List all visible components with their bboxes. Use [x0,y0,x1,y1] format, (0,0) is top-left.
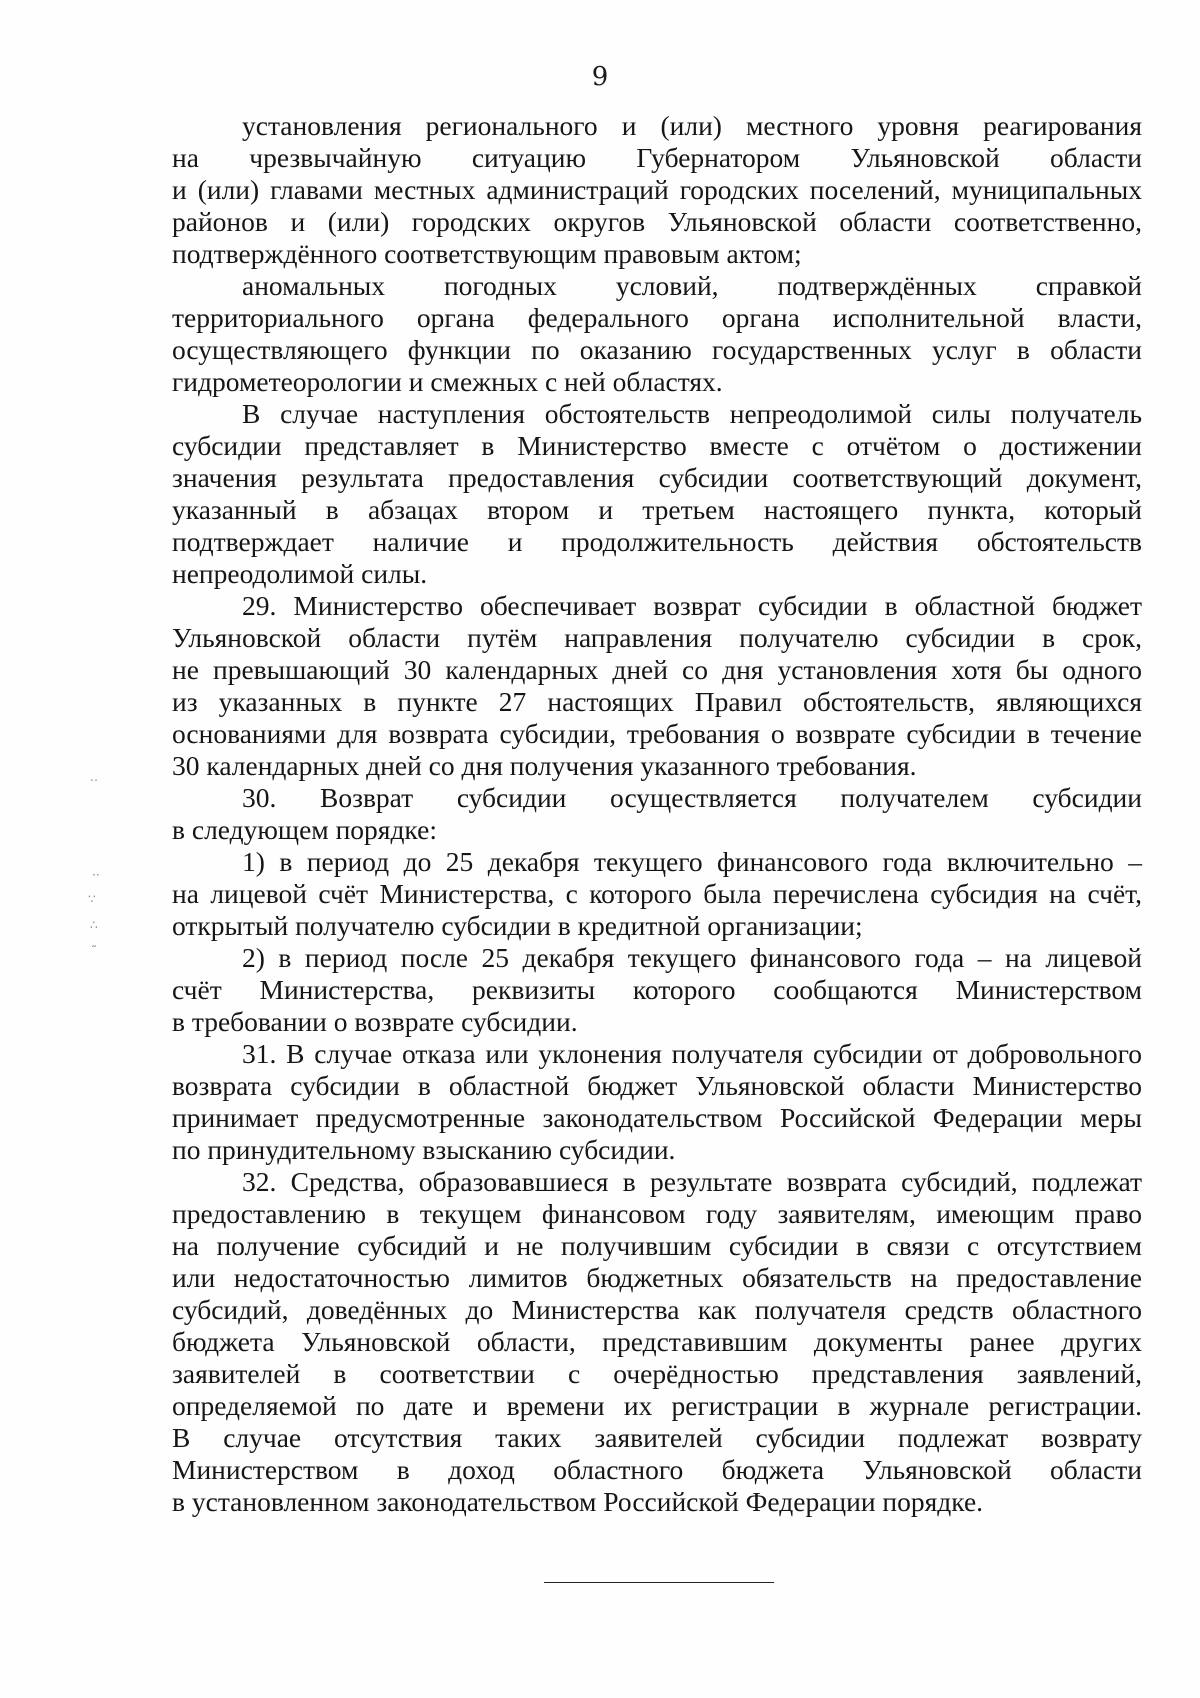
text-line: по принудительному взысканию субсидии. [172,1134,676,1165]
text-line: районов и (или) городских округов Ульяновской области соответственно, [172,206,1142,237]
text-line: в требовании о возврате субсидии. [172,1006,578,1037]
text-line: счёт Министерства, реквизиты которого сообщаются Министерством [172,974,1142,1005]
text-line: непреодолимой силы. [172,558,428,589]
text-line: Министерством в доход областного бюджета Ульяновской области [172,1454,1142,1485]
text-line: 31. В случае отказа или уклонения получателя субсидии от добровольного [242,1038,1142,1069]
text-line: 30. Возврат субсидии осуществляется получателем субсидии [242,782,1142,813]
text-line: или недостаточностью лимитов бюджетных обязательств на предоставление [172,1262,1142,1293]
text-line: возврата субсидии в областной бюджет Ульяновской области Министерство [172,1070,1142,1101]
text-line: территориального органа федерального органа исполнительной власти, [172,302,1142,333]
text-line: принимает предусмотренные законодательством Российской Федерации меры [172,1102,1142,1133]
scan-artifact-mark: ·· [92,868,100,882]
text-line: Ульяновской области путём направления получателю субсидии в срок, [172,622,1142,653]
text-line: субсидии представляет в Министерство вместе с отчётом о достижении [172,430,1142,461]
scan-artifact-mark: ‥ [90,770,99,784]
text-line: заявителей в соответствии с очерёдностью представления заявлений, [172,1358,1142,1389]
text-line: открытый получателю субсидии в кредитной организации; [172,910,863,941]
text-line: не превышающий 30 календарных дней со дня установления хотя бы одного [172,654,1142,685]
text-line: установления регионального и (или) местного уровня реагирования [242,110,1142,141]
scan-artifact-mark: ∵ [88,892,96,906]
end-of-document-rule [544,1582,774,1583]
text-line: подтверждённого соответствующим правовым актом; [172,238,802,269]
page-number: 9 [591,62,609,92]
text-line: на получение субсидий и не получившим субсидии в связи с отсутствием [172,1230,1142,1261]
text-line: основаниями для возврата субсидии, требования о возврате субсидии в течение [172,718,1142,749]
text-line: В случае отсутствия таких заявителей субсидии подлежат возврату [172,1422,1142,1453]
text-line: значения результата предоставления субсидии соответствующий документ, [172,462,1142,493]
text-line: 32. Средства, образовавшиеся в результате возврата субсидий, подлежат [242,1166,1142,1197]
text-line: определяемой по дате и времени их регистрации в журнале регистрации. [172,1390,1142,1421]
text-line: 2) в период после 25 декабря текущего финансового года – на лицевой [242,942,1142,973]
text-line: 1) в период до 25 декабря текущего финансового года включительно – [242,846,1142,877]
text-line: на чрезвычайную ситуацию Губернатором Ульяновской области [172,142,1142,173]
text-line: бюджета Ульяновской области, представившим документы ранее других [172,1326,1142,1357]
scan-artifact-mark: ∴ [90,918,98,932]
text-line: субсидий, доведённых до Министерства как получателя средств областного [172,1294,1142,1325]
text-line: 30 календарных дней со дня получения указанного требования. [172,750,917,781]
text-line: и (или) главами местных администраций городских поселений, муниципальных [172,174,1142,205]
text-line: подтверждает наличие и продолжительность действия обстоятельств [172,526,1142,557]
text-line: аномальных погодных условий, подтверждённых справкой [242,270,1142,301]
document-body [172,110,1142,1518]
text-line: осуществляющего функции по оказанию государственных услуг в области [172,334,1142,365]
text-line: в следующем порядке: [172,814,437,845]
scan-artifact-mark: ˜ [91,944,97,958]
text-line: из указанных в пункте 27 настоящих Правил обстоятельств, являющихся [172,686,1142,717]
text-line: предоставлению в текущем финансовом году заявителям, имеющим право [172,1198,1142,1229]
text-line: 29. Министерство обеспечивает возврат субсидии в областной бюджет [242,590,1142,621]
text-line: в установленном законодательством Российской Федерации порядке. [172,1486,984,1517]
text-line: указанный в абзацах втором и третьем настоящего пункта, который [172,494,1142,525]
text-line: гидрометеорологии и смежных с ней областях. [172,366,723,397]
text-line: на лицевой счёт Министерства, с которого была перечислена субсидия на счёт, [172,878,1142,909]
text-line: В случае наступления обстоятельств непреодолимой силы получатель [242,398,1142,429]
